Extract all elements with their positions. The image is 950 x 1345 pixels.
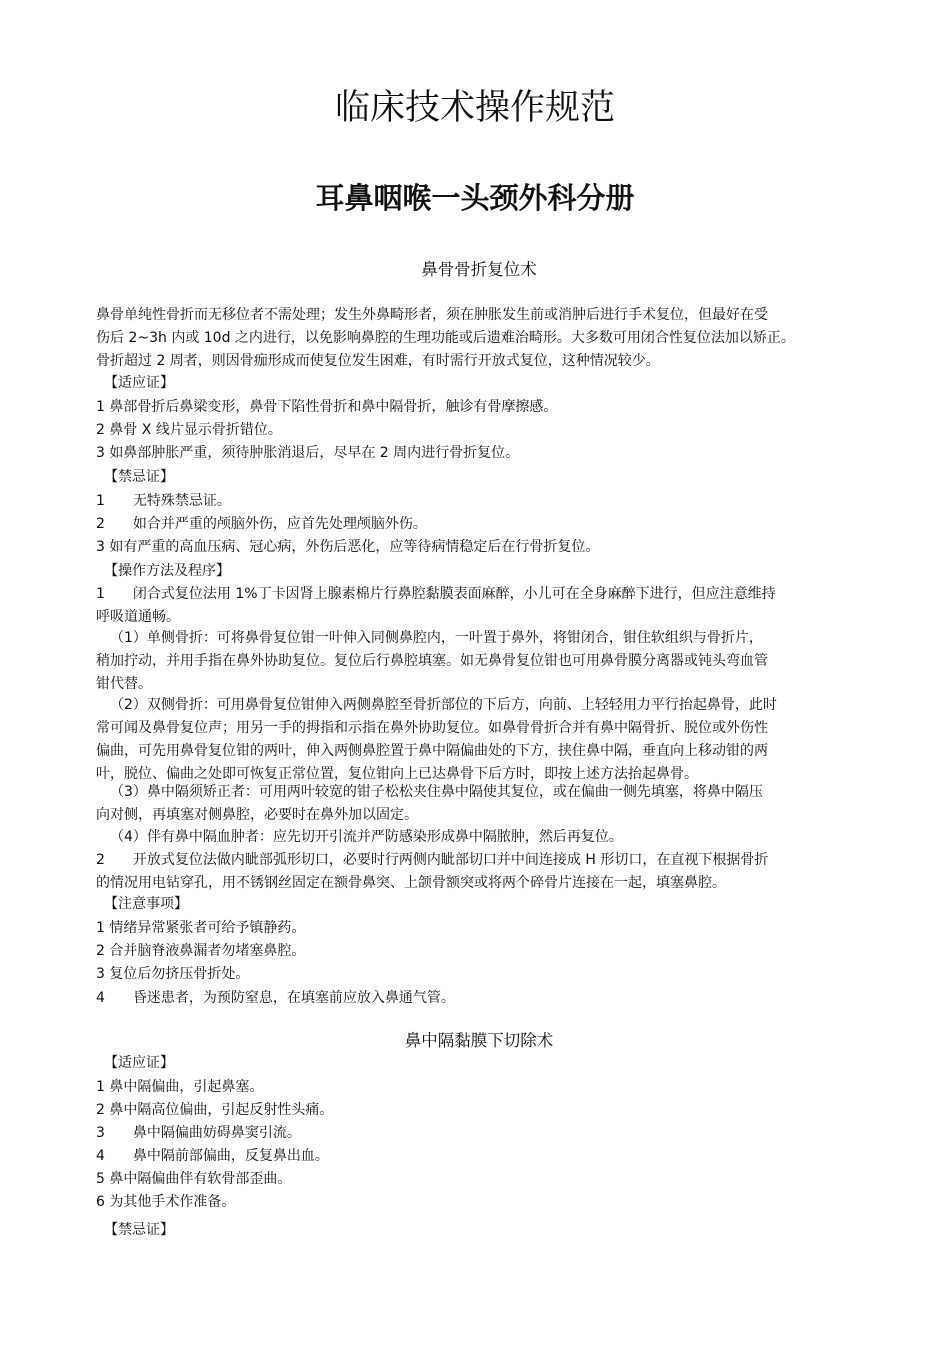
text-line: 稍加拧动，并用手指在鼻外协助复位。复位后行鼻腔填塞。如无鼻骨复位钳也可用鼻骨膜分离器或钝头弯血管 bbox=[96, 653, 768, 669]
list-item: 1 鼻部骨折后鼻梁变形，鼻骨下陷性骨折和鼻中隔骨折，触诊有骨摩擦感。 bbox=[96, 399, 558, 415]
heading-contraindications: 【禁忌证】 bbox=[104, 1222, 174, 1238]
text-line: 的情况用电钻穿孔，用不锈钢丝固定在额骨鼻突、上颌骨额突或将两个碎骨片连接在一起，填塞鼻腔。 bbox=[96, 875, 726, 891]
text-line: 伤后 2~3h 内或 10d 之内进行，以免影响鼻腔的生理功能或后遗难治畸形。大多数可用闭合性复位法加以矫正。 bbox=[96, 330, 795, 346]
list-item: 3 如鼻部肿胀严重，须待肿胀消退后，尽早在 2 周内进行骨折复位。 bbox=[96, 445, 520, 461]
heading-procedure: 【操作方法及程序】 bbox=[104, 563, 230, 579]
list-item: 3 如有严重的高血压病、冠心病，外伤后恶化，应等待病情稳定后在行骨折复位。 bbox=[96, 539, 600, 555]
list-item: 4 鼻中隔前部偏曲，反复鼻出血。 bbox=[96, 1148, 329, 1164]
section-title-nasal-fracture: 鼻骨骨折复位术 bbox=[421, 260, 537, 279]
list-item: 2 鼻骨 X 线片显示骨折错位。 bbox=[96, 422, 282, 438]
heading-contraindications: 【禁忌证】 bbox=[104, 469, 174, 485]
heading-indications: 【适应证】 bbox=[104, 375, 174, 391]
procedure-paragraph bbox=[96, 781, 890, 827]
text-line: 骨折超过 2 周者，则因骨痂形成而使复位发生困难，有时需行开放式复位，这种情况较少。 bbox=[96, 353, 660, 369]
list-item: 2 合并脑脊液鼻漏者勿堵塞鼻腔。 bbox=[96, 943, 306, 959]
text-line: 鼻骨单纯性骨折而无移位者不需处理；发生外鼻畸形者，须在肿胀发生前或消肿后进行手术复位，但最好在受 bbox=[96, 307, 768, 323]
procedure-paragraph bbox=[96, 849, 876, 895]
procedure-paragraph bbox=[96, 583, 876, 629]
text-line: 叶，脱位、偏曲之处即可恢复正常位置，复位钳向上已达鼻骨下后方时，即按上述方法抬起鼻骨。 bbox=[96, 766, 698, 782]
text-line: （2）双侧骨折：可用鼻骨复位钳伸入两侧鼻腔至骨折部位的下后方，向前、上轻轻用力平行抬起鼻骨，此时 bbox=[110, 697, 777, 713]
list-item: 3 鼻中隔偏曲妨碍鼻窦引流。 bbox=[96, 1125, 301, 1141]
procedure-paragraph bbox=[96, 627, 890, 696]
intro-paragraph bbox=[96, 304, 876, 373]
procedure-paragraph bbox=[110, 826, 890, 849]
procedure-paragraph bbox=[96, 694, 890, 786]
text-line: （1）单侧骨折：可将鼻骨复位钳一叶伸入同侧鼻腔内，一叶置于鼻外，将钳闭合，钳住软组织与骨折片， bbox=[110, 630, 763, 646]
list-item: 4 昏迷患者，为预防窒息，在填塞前应放入鼻通气管。 bbox=[96, 990, 455, 1006]
list-item: 2 如合并严重的颅脑外伤，应首先处理颅脑外伤。 bbox=[96, 516, 427, 532]
text-line: 常可闻及鼻骨复位声；用另一手的拇指和示指在鼻外协助复位。如鼻骨骨折合并有鼻中隔骨折、脱位或外伤性 bbox=[96, 720, 768, 736]
heading-indications: 【适应证】 bbox=[104, 1055, 174, 1071]
text-line: 2 开放式复位法做内眦部弧形切口，必要时行两侧内眦部切口并中间连接成 H 形切口，在直视下根据骨折 bbox=[96, 852, 769, 868]
list-item: 1 无特殊禁忌证。 bbox=[96, 493, 231, 509]
list-item: 5 鼻中隔偏曲伴有软骨部歪曲。 bbox=[96, 1171, 292, 1187]
list-item: 1 情绪异常紧张者可给予镇静药。 bbox=[96, 920, 306, 936]
heading-notes: 【注意事项】 bbox=[104, 896, 188, 912]
text-line: 钳代替。 bbox=[96, 676, 152, 692]
text-line: 1 闭合式复位法用 1%丁卡因肾上腺素棉片行鼻腔黏膜表面麻醉，小儿可在全身麻醉下进行，但应注意维持 bbox=[96, 586, 776, 602]
text-line: 向对侧，再填塞对侧鼻腔，必要时在鼻外加以固定。 bbox=[96, 807, 418, 823]
list-item: 3 复位后勿挤压骨折处。 bbox=[96, 966, 250, 982]
text-line: 呼吸道通畅。 bbox=[96, 609, 180, 625]
document-title: 临床技术操作规范 bbox=[334, 88, 615, 128]
list-item: 1 鼻中隔偏曲，引起鼻塞。 bbox=[96, 1079, 264, 1095]
section-title-septum-resection: 鼻中隔黏膜下切除术 bbox=[404, 1031, 554, 1050]
list-item: 6 为其他手术作准备。 bbox=[96, 1194, 236, 1210]
text-line: （3）鼻中隔须矫正者：可用两叶较宽的钳子松松夹住鼻中隔使其复位，或在偏曲一侧先填塞，将鼻中隔压 bbox=[110, 784, 763, 800]
text-line: （4）伴有鼻中隔血肿者：应先切开引流并严防感染形成鼻中隔脓肿，然后再复位。 bbox=[110, 829, 623, 845]
document-subtitle: 耳鼻咽喉一头颈外科分册 bbox=[315, 181, 635, 215]
list-item: 2 鼻中隔高位偏曲，引起反射性头痛。 bbox=[96, 1102, 334, 1118]
text-line: 偏曲，可先用鼻骨复位钳的两叶，伸入两侧鼻腔置于鼻中隔偏曲处的下方，挟住鼻中隔，垂直向上移动钳的两 bbox=[96, 743, 768, 759]
